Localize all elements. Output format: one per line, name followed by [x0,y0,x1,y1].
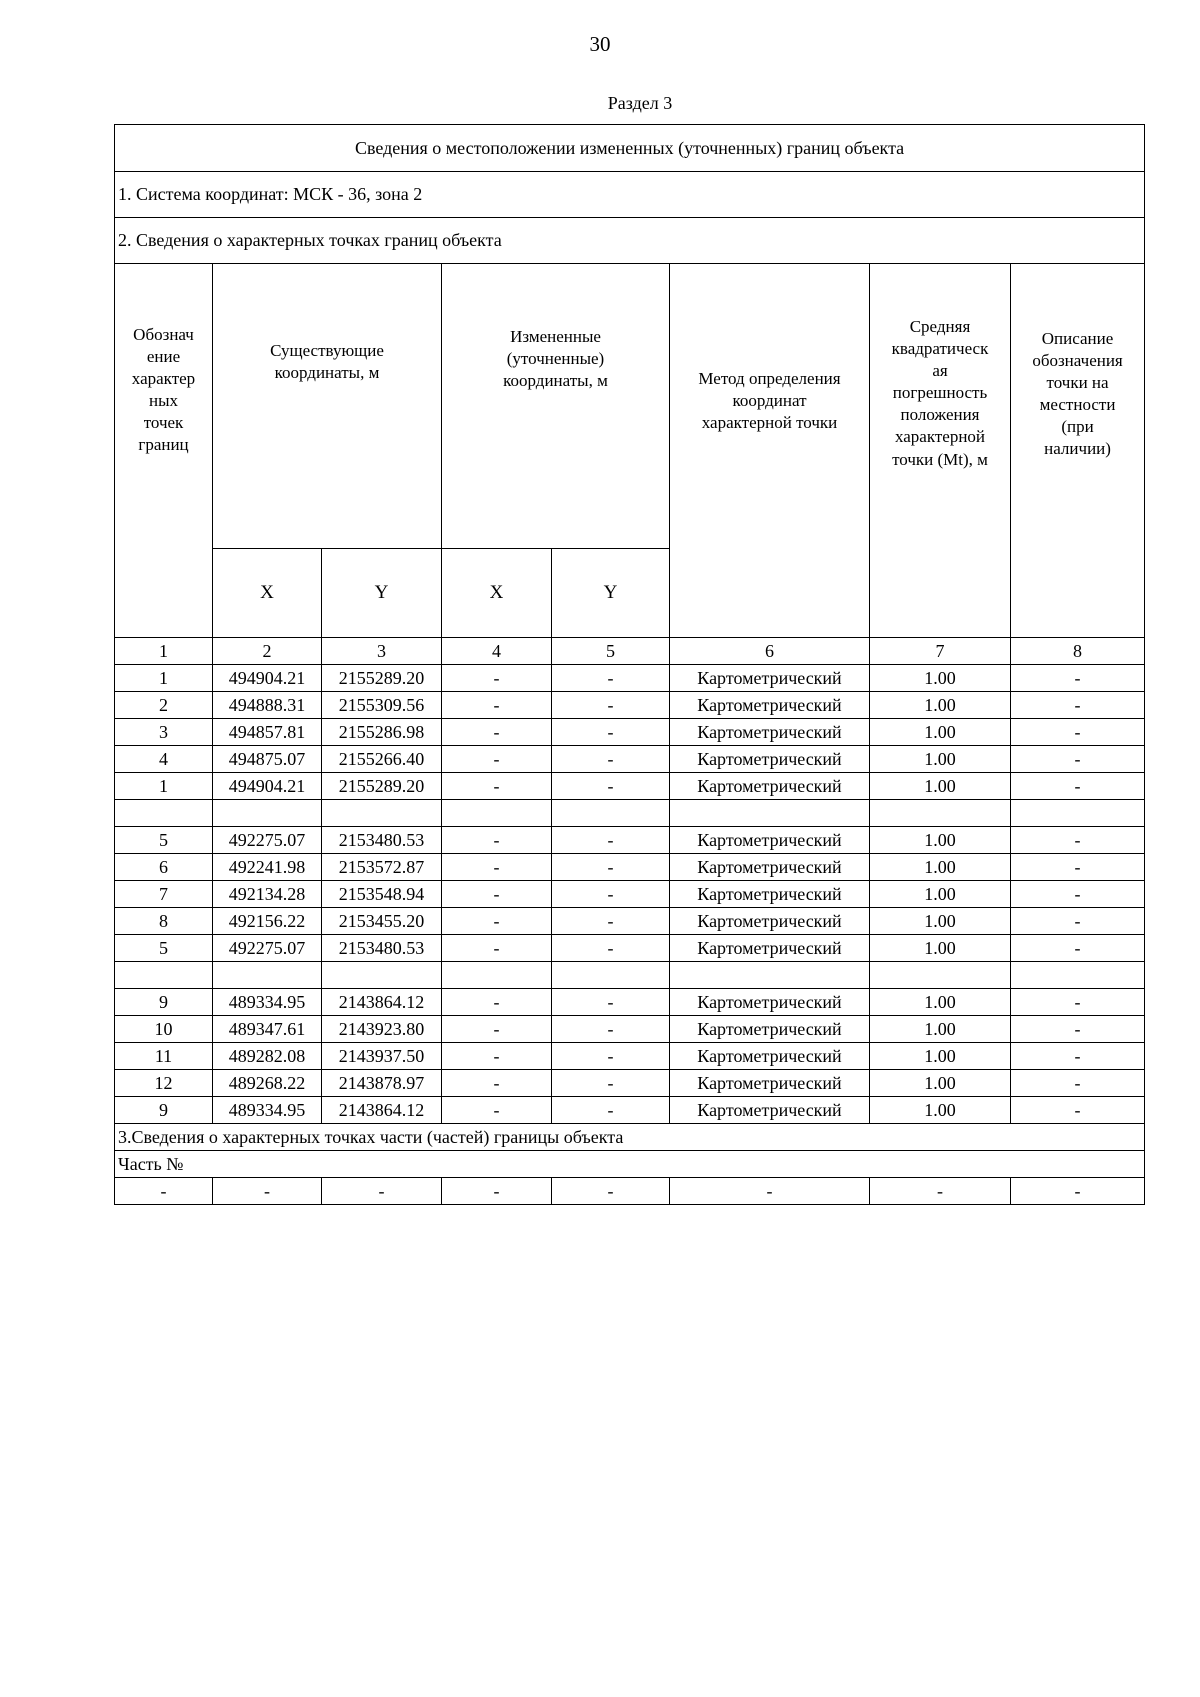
table-cell: 2143937.50 [322,1043,442,1070]
table-cell: - [552,1178,670,1205]
table-cell: - [552,1070,670,1097]
table-cell [442,962,552,989]
table-cell: 2 [115,692,213,719]
table-cell: - [442,881,552,908]
column-number: 4 [442,638,552,665]
table-cell: 4 [115,746,213,773]
table-cell: - [1011,773,1145,800]
table-cell: 2155309.56 [322,692,442,719]
table-cell [213,962,322,989]
column-number: 1 [115,638,213,665]
table-cell: 1.00 [870,908,1011,935]
part-label-row [115,1151,1145,1178]
header-error: Средняя квадратическ ая погрешность положения характерной точки (Mt), м [870,264,1011,638]
header-row [115,264,1145,549]
table-cell: - [1011,989,1145,1016]
table-cell: Картометрический [670,881,870,908]
table-title: Сведения о местоположении измененных (уточненных) границ объекта [115,125,1145,172]
header-x-existing: X [213,549,322,638]
table-row [115,827,1145,854]
table-cell: - [670,1178,870,1205]
table-cell: 489334.95 [213,989,322,1016]
table-cell: 1.00 [870,1016,1011,1043]
table-cell: 1.00 [870,665,1011,692]
header-point: Обознач ение характер ных точек границ [115,264,213,638]
column-number: 8 [1011,638,1145,665]
parts-row [115,1178,1145,1205]
table-cell: Картометрический [670,827,870,854]
table-cell: 9 [115,1097,213,1124]
table-cell: 2153572.87 [322,854,442,881]
table-cell: Картометрический [670,989,870,1016]
table-cell: 492134.28 [213,881,322,908]
table-row [115,881,1145,908]
table-cell: 7 [115,881,213,908]
table-cell: - [552,692,670,719]
table-cell: - [442,746,552,773]
table-cell: 492241.98 [213,854,322,881]
table-cell: 1.00 [870,1043,1011,1070]
table-cell: 489282.08 [213,1043,322,1070]
table-cell: 1.00 [870,935,1011,962]
table-cell: 2143923.80 [322,1016,442,1043]
table-cell: Картометрический [670,773,870,800]
header-description: Описание обозначения точки на местности (при наличии) [1011,264,1145,638]
table-cell: Картометрический [670,935,870,962]
table-cell: 2143878.97 [322,1070,442,1097]
table-cell: - [1011,827,1145,854]
table-cell: Картометрический [670,746,870,773]
table-cell: 2155266.40 [322,746,442,773]
table-cell: - [1011,665,1145,692]
table-cell: 2143864.12 [322,1097,442,1124]
table-cell: Картометрический [670,1043,870,1070]
table-cell: 1.00 [870,854,1011,881]
table-cell: 2155289.20 [322,773,442,800]
blank-row [115,800,1145,827]
table-cell: - [1011,908,1145,935]
column-number: 3 [322,638,442,665]
column-numbers-row [115,638,1145,665]
table-cell: - [870,1178,1011,1205]
table-cell: 2155289.20 [322,665,442,692]
blank-row [115,962,1145,989]
table-cell: 1.00 [870,1097,1011,1124]
table-row [115,746,1145,773]
table-cell: - [442,665,552,692]
table-cell: - [442,1070,552,1097]
table-cell: - [1011,935,1145,962]
table-cell [115,800,213,827]
table-cell [1011,962,1145,989]
table-cell: - [1011,881,1145,908]
header-existing: Существующие координаты, м [213,264,442,549]
table-cell: 11 [115,1043,213,1070]
table-cell: 1.00 [870,773,1011,800]
table-cell: 2155286.98 [322,719,442,746]
table-row [115,665,1145,692]
table-cell: 3 [115,719,213,746]
table-cell: - [552,827,670,854]
table-row [115,773,1145,800]
table-cell: - [1011,1043,1145,1070]
table-cell: Картометрический [670,854,870,881]
table-row [115,935,1145,962]
coord-system: 1. Система координат: МСК - 36, зона 2 [115,172,1145,218]
table-cell: 1.00 [870,692,1011,719]
table-cell: 5 [115,935,213,962]
parts-heading: 3.Сведения о характерных точках части (частей) границы объекта [115,1124,1145,1151]
table-cell: - [552,1016,670,1043]
table-cell: 492275.07 [213,827,322,854]
column-number: 7 [870,638,1011,665]
table-cell: - [552,935,670,962]
table-cell: 494857.81 [213,719,322,746]
table-cell: 492275.07 [213,935,322,962]
table-cell [552,962,670,989]
section-label: Раздел 3 [607,93,673,113]
table-cell: - [1011,1016,1145,1043]
header-y-existing: Y [322,549,442,638]
table-cell: - [442,989,552,1016]
table-cell: Картометрический [670,1097,870,1124]
header-changed: Измененные (уточненные) координаты, м [442,264,670,549]
table-cell: 1 [115,773,213,800]
header-x-changed: X [442,549,552,638]
table-cell: - [115,1178,213,1205]
table-cell: - [442,827,552,854]
table-cell: 12 [115,1070,213,1097]
table-cell: - [442,719,552,746]
table-cell: 1.00 [870,719,1011,746]
table-cell: - [322,1178,442,1205]
table-cell: - [213,1178,322,1205]
table-cell: 1 [115,665,213,692]
table-cell: - [442,773,552,800]
table-cell: - [1011,1178,1145,1205]
table-cell: - [552,989,670,1016]
table-cell: Картометрический [670,1016,870,1043]
table-cell: - [1011,692,1145,719]
table-cell: 494888.31 [213,692,322,719]
table-cell [213,800,322,827]
table-cell [870,800,1011,827]
table-cell: - [1011,854,1145,881]
table-cell: - [552,746,670,773]
boundary-points-table [114,124,1145,1205]
table-cell: Картометрический [670,1070,870,1097]
table-cell [322,962,442,989]
table-cell: Картометрический [670,719,870,746]
table-cell: - [442,935,552,962]
table-cell: - [442,1097,552,1124]
table-cell: 1.00 [870,827,1011,854]
table-cell: - [442,908,552,935]
table-cell: 494875.07 [213,746,322,773]
table-cell: Картометрический [670,908,870,935]
table-cell: - [552,908,670,935]
table-cell: 1.00 [870,881,1011,908]
table-row [115,1043,1145,1070]
table-cell [870,962,1011,989]
table-cell: - [552,719,670,746]
part-label: Часть № [115,1151,1145,1178]
points-heading-row [115,218,1145,264]
table-row [115,908,1145,935]
column-number: 6 [670,638,870,665]
column-number: 5 [552,638,670,665]
table-cell: - [552,665,670,692]
table-cell: 494904.21 [213,665,322,692]
table-row [115,692,1145,719]
table-cell: 489334.95 [213,1097,322,1124]
table-cell: - [1011,746,1145,773]
table-row [115,989,1145,1016]
table-row [115,719,1145,746]
table-cell: - [552,1097,670,1124]
table-cell [670,800,870,827]
table-cell: 1.00 [870,989,1011,1016]
table-cell [1011,800,1145,827]
table-cell: 492156.22 [213,908,322,935]
table-cell: 489268.22 [213,1070,322,1097]
table-cell: 10 [115,1016,213,1043]
table-cell: 2143864.12 [322,989,442,1016]
table-cell: Картометрический [670,692,870,719]
table-cell: - [442,1178,552,1205]
table-cell: - [1011,1097,1145,1124]
table-cell: 1.00 [870,1070,1011,1097]
table-cell [322,800,442,827]
points-heading: 2. Сведения о характерных точках границ объекта [115,218,1145,264]
table-cell: 2153455.20 [322,908,442,935]
table-cell [552,800,670,827]
table-cell: - [442,1043,552,1070]
table-row [115,1016,1145,1043]
table-cell: - [442,854,552,881]
table-row [115,1097,1145,1124]
table-title-row [115,125,1145,172]
page-number: 30 [589,32,611,56]
table-cell: 9 [115,989,213,1016]
table-cell: - [442,692,552,719]
table-cell: 2153480.53 [322,935,442,962]
header-method: Метод определения координат характерной точки [670,264,870,638]
table-cell: - [552,773,670,800]
header-y-changed: Y [552,549,670,638]
parts-heading-row [115,1124,1145,1151]
table-cell: - [1011,1070,1145,1097]
table-cell: - [442,1016,552,1043]
table-cell: 6 [115,854,213,881]
table-cell: 2153548.94 [322,881,442,908]
table-cell: 2153480.53 [322,827,442,854]
table-cell: 1.00 [870,746,1011,773]
table-cell: 8 [115,908,213,935]
table-cell: 489347.61 [213,1016,322,1043]
coord-system-row [115,172,1145,218]
table-cell: - [552,881,670,908]
table-row [115,1070,1145,1097]
table-cell: 5 [115,827,213,854]
column-number: 2 [213,638,322,665]
table-cell [670,962,870,989]
table-cell: - [552,1043,670,1070]
table-cell [115,962,213,989]
table-cell: - [552,854,670,881]
table-cell: Картометрический [670,665,870,692]
table-row [115,854,1145,881]
table-cell: - [1011,719,1145,746]
table-cell [442,800,552,827]
table-cell: 494904.21 [213,773,322,800]
